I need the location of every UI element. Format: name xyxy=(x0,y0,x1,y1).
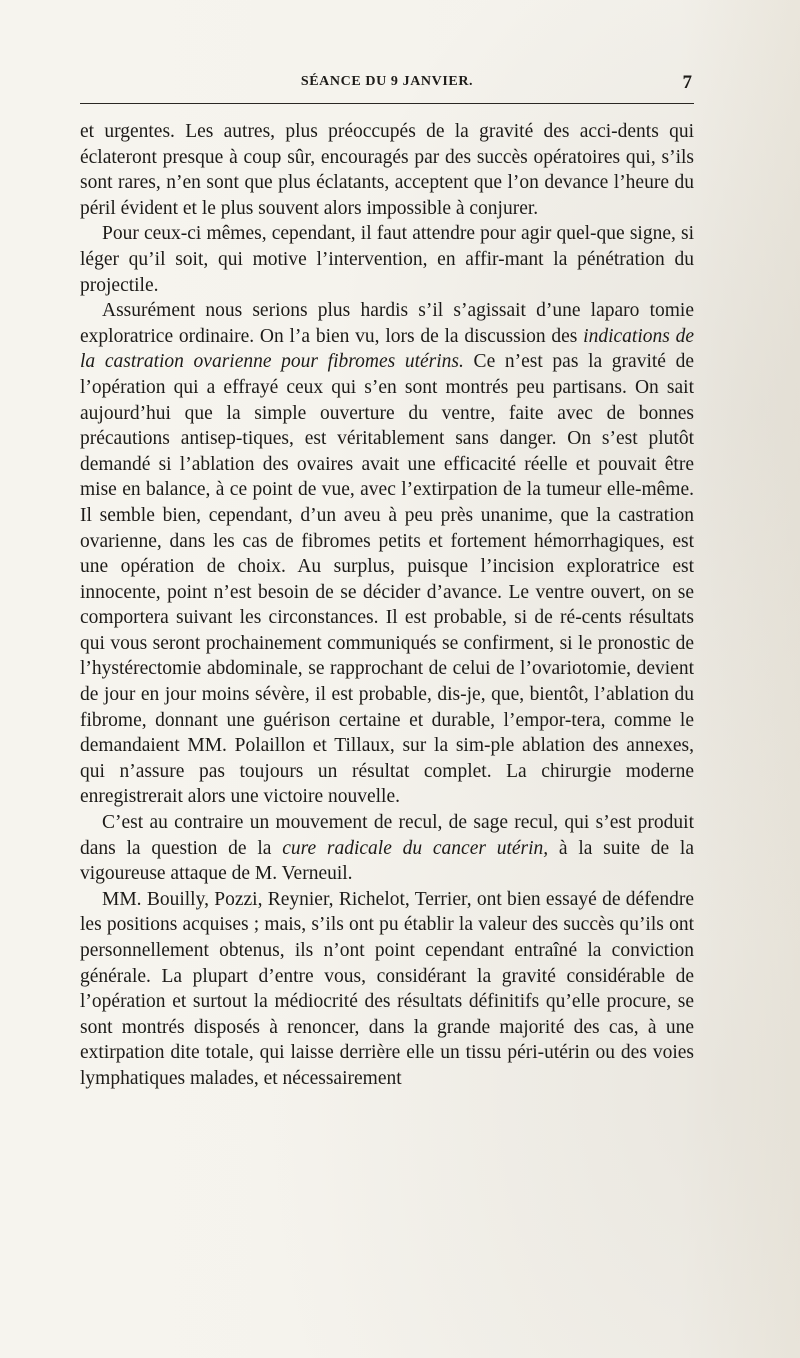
paragraph-5: MM. Bouilly, Pozzi, Reynier, Richelot, Terrier, ont bien essayé de défendre les positions acquises ; mais, s’ils ont pu établir la valeur des succès qu’ils ont personnellement obtenus, ils n’ont point cependant entraîné la conviction générale. La plupart d’entre vous, considérant la gravité considérable de l’opération et surtout la médiocrité des résultats définitifs qu’elle procure, se sont montrés disposés à renoncer, dans la grande majorité des cas, à une extirpation dite totale, qui laisse derrière elle un tissu péri-utérin ou des voies lymphatiques malades, et nécessairement xyxy=(80,888,694,1089)
paragraph-3-start: Assurément nous serions plus hardis s’il s’agissait d’une laparo tomie exploratrice ordinaire. On l’a bien vu, lors de la discussion des xyxy=(80,300,694,347)
paragraph-4-italic: cure radicale du cancer utérin, xyxy=(282,837,549,859)
paragraph-4-start: C’est au contraire un mouvement de recul, de sage recul, qui s’est produit dans la question de la xyxy=(80,812,694,859)
body-text xyxy=(80,119,694,1092)
paragraph-2: Pour ceux-ci mêmes, cependant, il faut attendre pour agir quel-que signe, si léger qu’il soit, qui motive l’intervention, en affir-mant la pénétration du projectile. xyxy=(80,223,694,296)
running-head xyxy=(80,72,694,96)
paragraph-3-end: Ce n’est pas la gravité de l’opération qui a effrayé ceux qui s’en sont montrés peu partisans. On sait aujourd’hui que la simple ouverture du ventre, faite avec de bonnes précautions antisep-tiques, est véritablement sans danger. On s’est plutôt demandé si l’ablation des ovaires avait une efficacité réelle et pouvait être mise en balance, à ce point de vue, avec l’extirpation de la tumeur elle-même. Il semble bien, cependant, d’un aveu à peu près unanime, que la castration ovarienne, dans les cas de fibromes petits et fortement hémorrhagiques, est une opération de choix. Au surplus, puisque l’incision exploratrice est innocente, point n’est besoin de se décider d’avance. Le ventre ouvert, on se comportera suivant les circonstances. Il est probable, si de ré-cents résultats qui vous seront prochainement communiqués se confirment, si le pronostic de l’hystérectomie abdominale, se rapprochant de celui de l’ovariotomie, devient de jour en jour moins sévère, il est probable, dis-je, que, bientôt, l’ablation du fibrome, donnant une guérison certaine et durable, l’empor-tera, comme le demandaient MM. Polaillon et Tillaux, sur la sim-ple ablation des annexes, qui n’assure pas toujours un résultat complet. La chirurgie moderne enregistrerait alors une victoire nouvelle. xyxy=(80,351,694,808)
page-number: 7 xyxy=(682,72,692,93)
header-rule xyxy=(80,103,694,104)
title-prefix: SÉANCE DU xyxy=(300,74,387,89)
paragraph-1: et urgentes. Les autres, plus préoccupés de la gravité des acci-dents qui éclateront presque à coup sûr, encouragés par des succès opératoires qui, s’ils sont rares, n’en sont que plus éclatants, acceptent que l’on devance l’heure du péril évident et le plus souvent alors impossible à conjurer. xyxy=(80,121,694,219)
title-month: JANVIER. xyxy=(402,74,474,89)
title-day: 9 xyxy=(390,74,399,89)
paragraph-4-end: à la suite de la vigoureuse attaque de M. Verneuil. xyxy=(80,837,694,885)
paragraph-3 xyxy=(80,298,694,810)
paragraph-3-italic: indications de la castration ovarienne pour fibromes utérins. xyxy=(80,325,694,373)
running-title xyxy=(80,74,694,90)
paragraph-4 xyxy=(80,810,694,887)
